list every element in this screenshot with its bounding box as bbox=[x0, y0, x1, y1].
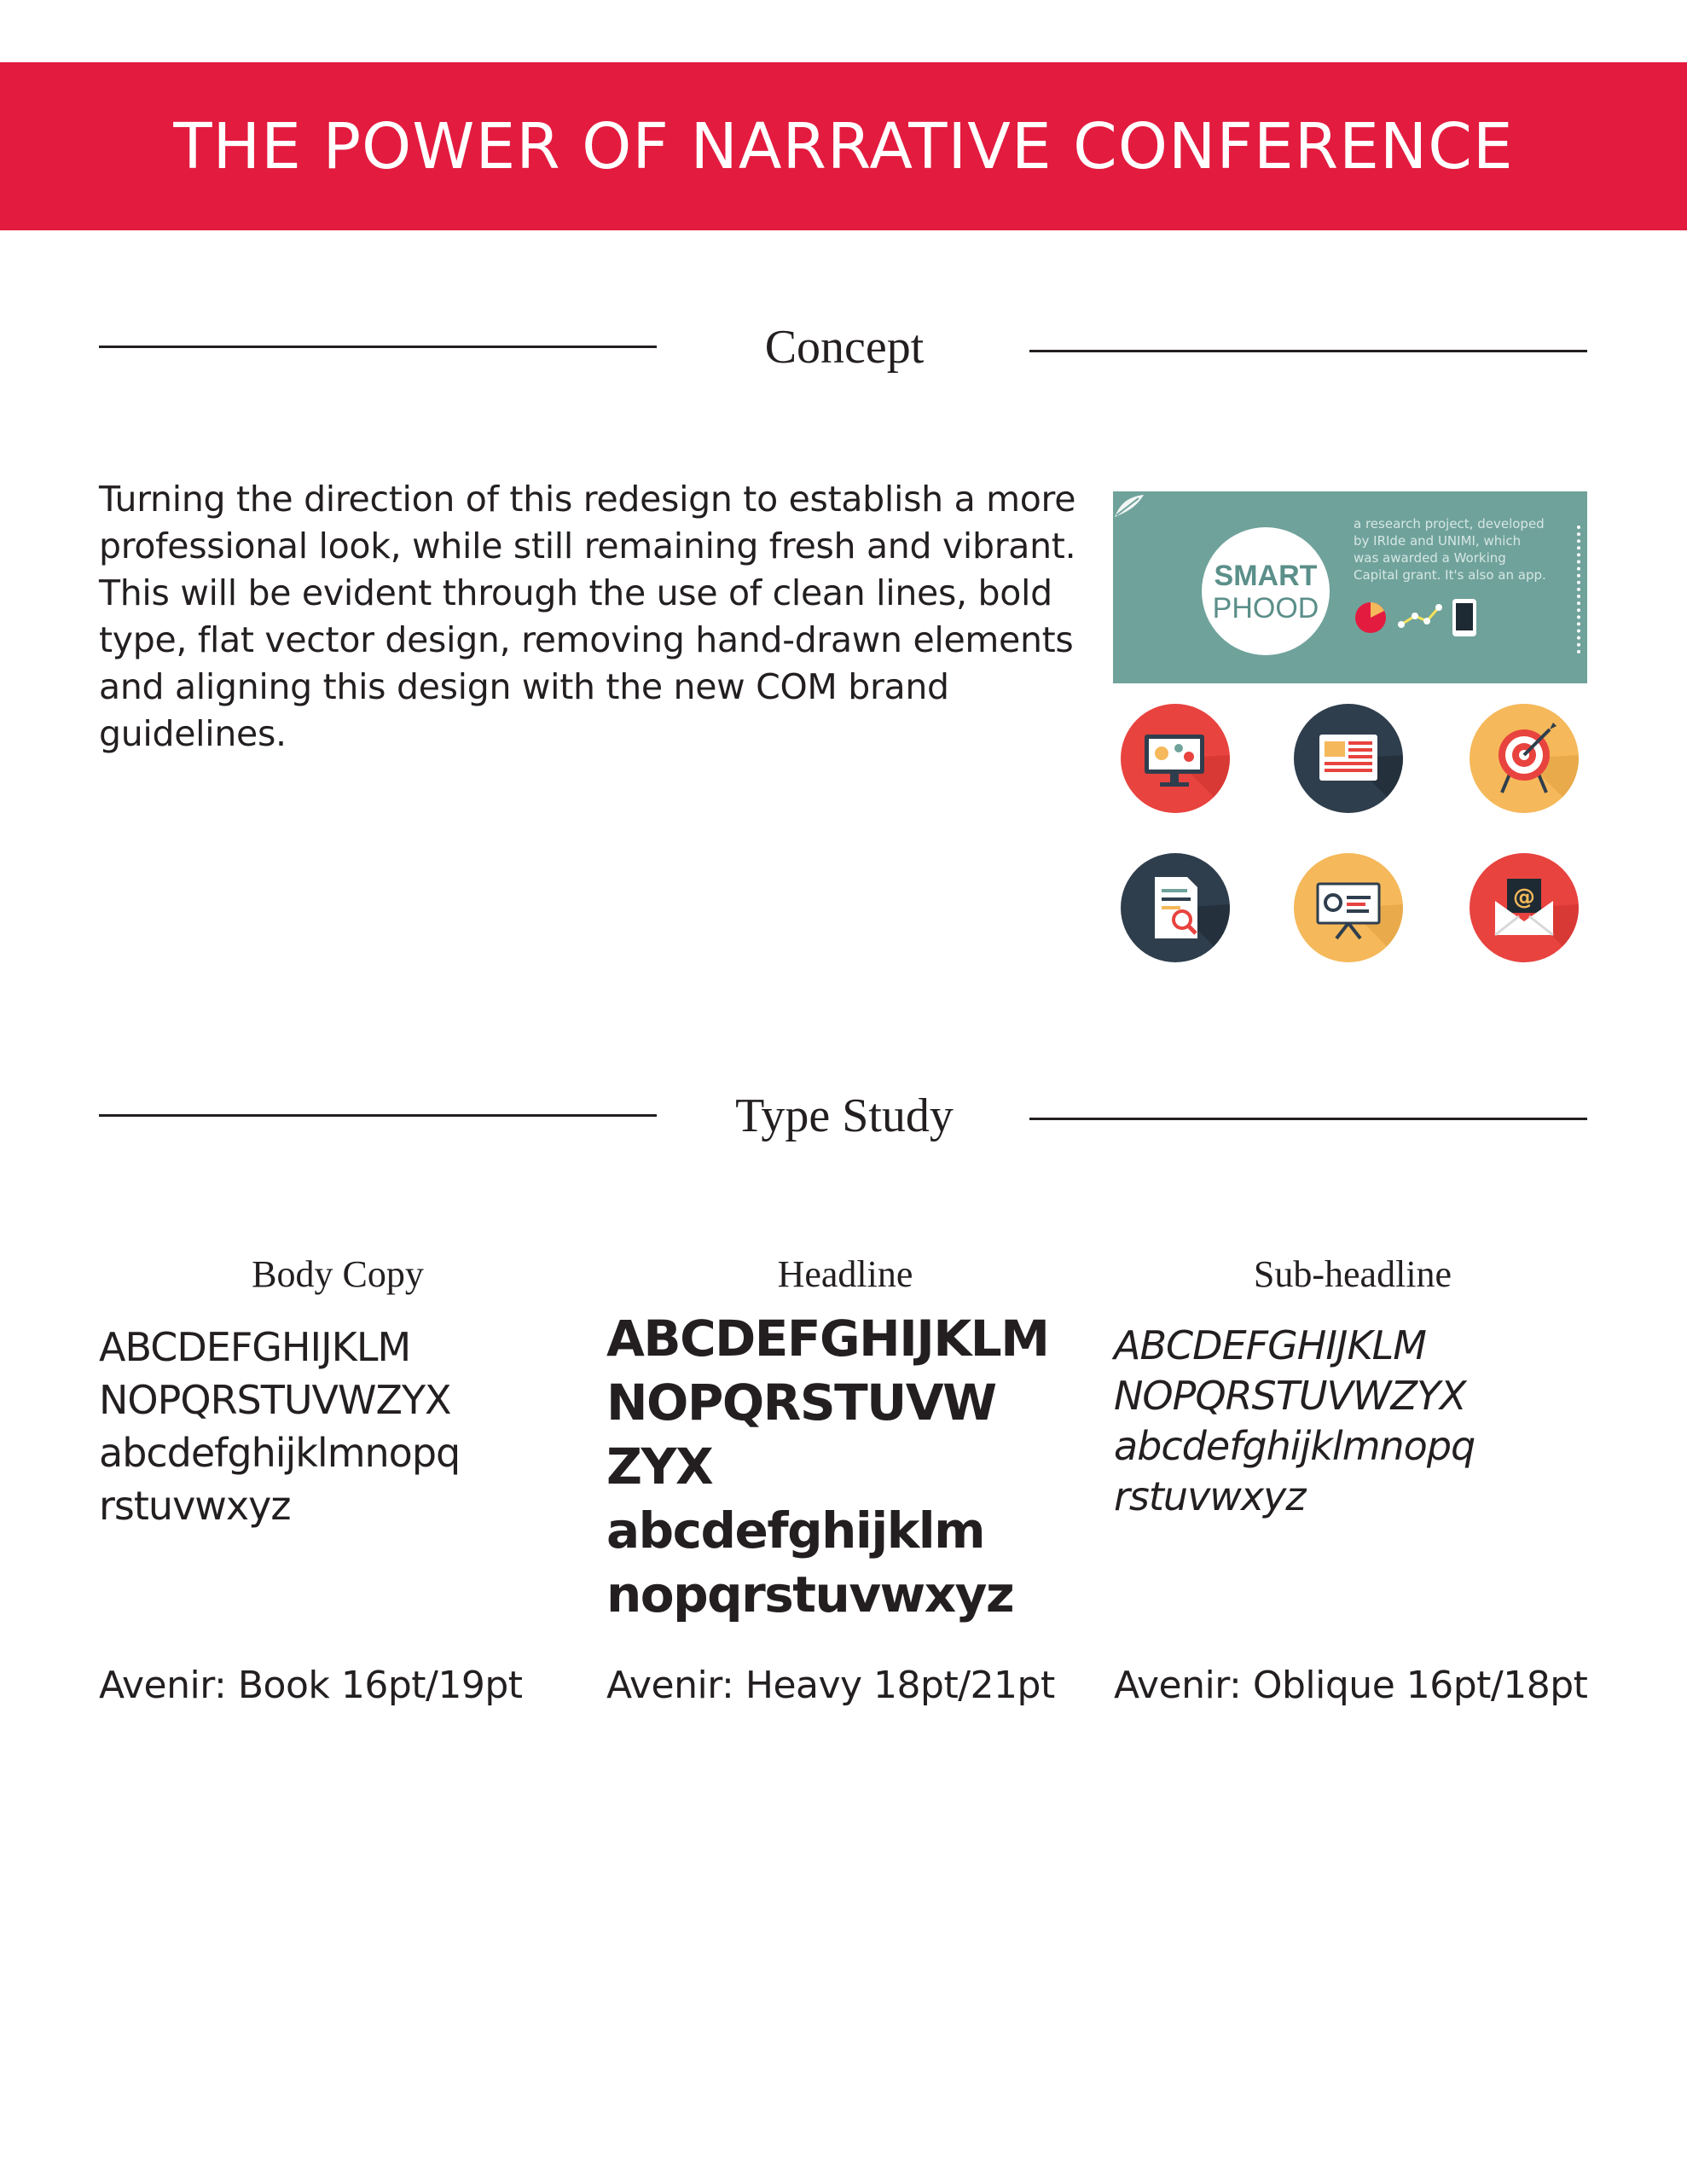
sub-headline-sample-line: abcdefghijklmnopq bbox=[1114, 1423, 1475, 1469]
concept-paragraph bbox=[99, 476, 1088, 758]
body-sample-line: abcdefghijklmnopq bbox=[99, 1430, 461, 1476]
banner-desc-line: was awarded a Working bbox=[1354, 550, 1506, 566]
sub-headline-heading: Sub-headline bbox=[1253, 1253, 1452, 1295]
smart-phood-banner bbox=[1113, 491, 1587, 683]
sub-headline-spec: Avenir: Oblique 16pt/18pt bbox=[1114, 1664, 1588, 1707]
sub-headline-sample bbox=[1114, 1321, 1475, 1522]
line-graph-icon bbox=[1401, 607, 1439, 624]
logo-smart-text: SMART bbox=[1214, 560, 1318, 592]
body-copy-heading: Body Copy bbox=[252, 1253, 424, 1295]
sub-headline-sample-line: rstuvwxyz bbox=[1114, 1473, 1306, 1519]
headline-heading: Headline bbox=[777, 1253, 913, 1295]
concept-line: guidelines. bbox=[99, 713, 287, 754]
banner-desc-line: a research project, developed bbox=[1354, 516, 1545, 531]
banner-desc-line: Capital grant. It's also an app. bbox=[1354, 567, 1546, 583]
concept-line: type, flat vector design, removing hand-drawn elements bbox=[99, 619, 1074, 660]
body-sample-line: rstuvwxyz bbox=[99, 1483, 291, 1529]
banner-dotted-divider bbox=[1577, 526, 1584, 653]
email-icon bbox=[1470, 853, 1579, 962]
type-study-heading: Type Study bbox=[735, 1089, 954, 1142]
headline-sample-line: abcdefghijklm bbox=[606, 1502, 985, 1560]
page-title: THE POWER OF NARRATIVE CONFERENCE bbox=[173, 109, 1514, 183]
headline-sample-line: ZYX bbox=[606, 1438, 713, 1496]
headline-sample-line: nopqrstuvwxyz bbox=[606, 1565, 1014, 1623]
presentation-icon bbox=[1294, 853, 1403, 962]
headline-sample-line: NOPQRSTUVW bbox=[606, 1374, 996, 1432]
concept-line: Turning the direction of this redesign to establish a more bbox=[99, 479, 1076, 520]
header-banner bbox=[0, 62, 1687, 230]
svg-text:@: @ bbox=[1513, 885, 1535, 910]
banner-description bbox=[1354, 515, 1567, 584]
banner-desc-line: by IRIde and UNIMI, which bbox=[1354, 533, 1522, 549]
sub-headline-sample-line: ABCDEFGHIJKLM bbox=[1114, 1322, 1426, 1368]
concept-line: This will be evident through the use of clean lines, bold bbox=[99, 572, 1052, 613]
concept-line: professional look, while still remaining fresh and vibrant. bbox=[99, 526, 1076, 566]
type-study-rule-right bbox=[1029, 1118, 1587, 1120]
newspaper-icon bbox=[1294, 704, 1403, 813]
headline-sample-line: ABCDEFGHIJKLM bbox=[606, 1310, 1049, 1368]
concept-line: and aligning this design with the new COM brand bbox=[99, 666, 949, 707]
body-sample-line: ABCDEFGHIJKLM bbox=[99, 1324, 411, 1370]
banner-mini-icons bbox=[1354, 592, 1490, 643]
document-search-icon bbox=[1121, 853, 1230, 962]
type-study-rule-left bbox=[99, 1114, 657, 1117]
body-copy-spec: Avenir: Book 16pt/19pt bbox=[99, 1664, 523, 1707]
concept-heading: Concept bbox=[764, 321, 925, 374]
leaf-icon bbox=[1113, 491, 1147, 520]
body-copy-sample bbox=[99, 1321, 460, 1532]
concept-rule-right bbox=[1029, 350, 1587, 352]
sub-headline-sample-line: NOPQRSTUVWZYX bbox=[1114, 1373, 1466, 1419]
logo-phood-text: PHOOD bbox=[1212, 592, 1319, 624]
target-icon bbox=[1470, 704, 1579, 813]
monitor-icon bbox=[1121, 704, 1230, 813]
body-sample-line: NOPQRSTUVWZYX bbox=[99, 1377, 451, 1423]
concept-rule-left bbox=[99, 346, 657, 348]
smart-phood-logo bbox=[1202, 527, 1330, 655]
headline-spec: Avenir: Heavy 18pt/21pt bbox=[606, 1664, 1055, 1707]
headline-sample bbox=[606, 1307, 1048, 1627]
